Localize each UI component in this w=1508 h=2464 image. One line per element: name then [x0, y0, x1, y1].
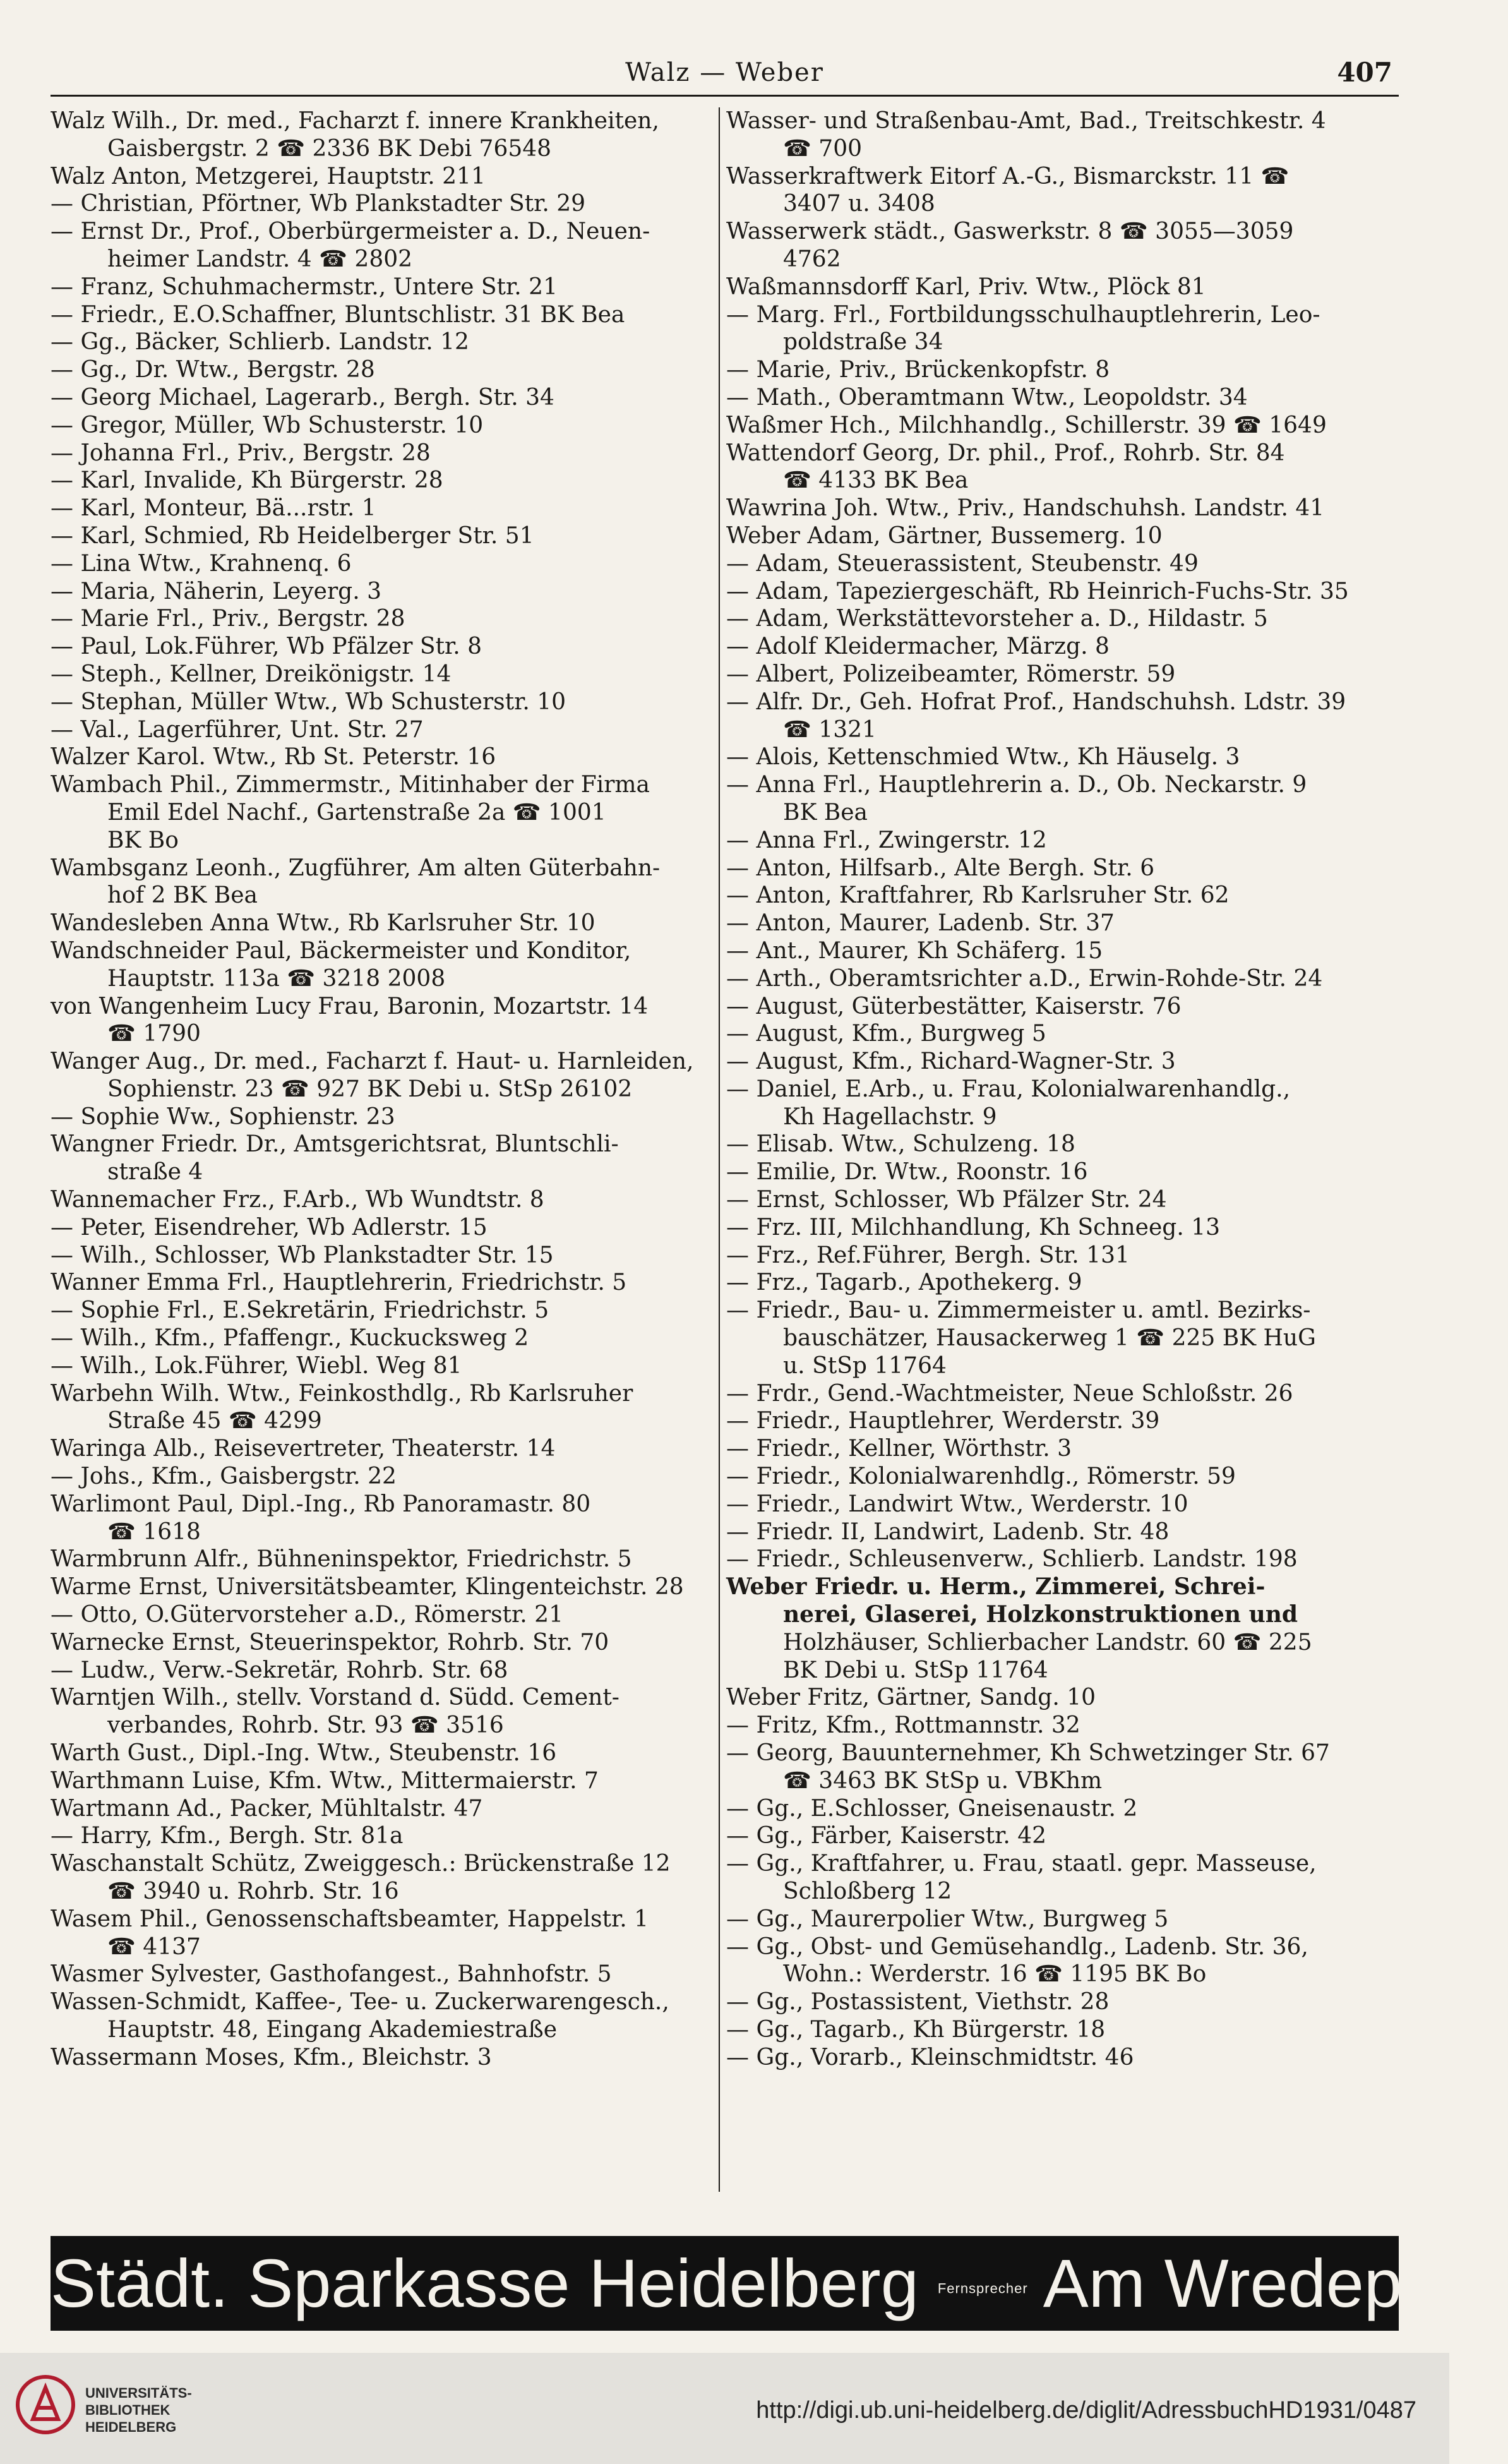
directory-entry-line: — Karl, Schmied, Rb Heidelberger Str. 51	[51, 522, 534, 549]
directory-entry-line: — Georg Michael, Lagerarb., Bergh. Str. 34	[51, 384, 554, 411]
directory-entry-line: Wassermann Moses, Kfm., Bleichstr. 3	[51, 2044, 492, 2070]
directory-entry-line: — Marg. Frl., Fortbildungsschulhauptlehrerin, Leo-	[726, 301, 1320, 328]
directory-entry-line: — Friedr., Kolonialwarenhdlg., Römerstr. 59	[726, 1463, 1236, 1490]
directory-entry-line: — Friedr., Kellner, Wörthstr. 3	[726, 1436, 1072, 1462]
directory-entry-line: — Friedr., Bau- u. Zimmermeister u. amtl. Bezirks-	[726, 1297, 1311, 1324]
directory-entry-line: Waschanstalt Schütz, Zweiggesch.: Brückenstraße 12	[51, 1851, 671, 1877]
directory-entry-line: — Maria, Näherin, Leyerg. 3	[51, 578, 381, 604]
directory-entry-line: — Frz. III, Milchhandlung, Kh Schneeg. 13	[726, 1214, 1221, 1241]
directory-entry-line: Schloßberg 12	[783, 1878, 952, 1904]
directory-entry-line: Wandesleben Anna Wtw., Rb Karlsruher Str. 10	[51, 910, 595, 937]
directory-entry-line: Hauptstr. 48, Eingang Akademiestraße	[107, 2016, 558, 2043]
directory-entry-line: poldstraße 34	[783, 329, 943, 356]
directory-entry-line: ☎ 4133 BK Bea	[783, 467, 969, 494]
directory-entry-line: — Franz, Schuhmachermstr., Untere Str. 21	[51, 273, 558, 300]
library-name-line: BIBLIOTHEK	[85, 2402, 171, 2418]
sparkasse-advertisement	[51, 2236, 1508, 2331]
directory-entry-line: Wohn.: Werderstr. 16 ☎ 1195 BK Bo	[783, 1961, 1207, 1988]
directory-entry-line: Waßmer Hch., Milchhandlg., Schillerstr. 39 ☎ 1649	[726, 412, 1327, 438]
directory-entry-line: — Albert, Polizeibeamter, Römerstr. 59	[726, 661, 1176, 687]
source-url-link[interactable]: http://digi.ub.uni-heidelberg.de/diglit/AdressbuchHD1931/0487	[756, 2397, 1416, 2424]
directory-entry-line: ☎ 3463 BK StSp u. VBKhm	[783, 1767, 1103, 1794]
directory-entry-line: — Gg., Bäcker, Schlierb. Landstr. 12	[51, 329, 469, 356]
directory-entry-line: — Sophie Ww., Sophienstr. 23	[51, 1103, 395, 1130]
directory-entry-line: Hauptstr. 113a ☎ 3218 2008	[107, 965, 446, 992]
directory-entry-line: — Wilh., Kfm., Pfaffengr., Kuckucksweg 2	[51, 1325, 529, 1352]
directory-entry-line: — Daniel, E.Arb., u. Frau, Kolonialwarenhandlg.,	[726, 1076, 1291, 1102]
directory-entry-line: — Anna Frl., Hauptlehrerin a. D., Ob. Neckarstr. 9	[726, 772, 1307, 798]
directory-entry-line: — Gg., Maurerpolier Wtw., Burgweg 5	[726, 1906, 1169, 1932]
directory-entry-line: — Lina Wtw., Krahnenq. 6	[51, 550, 352, 577]
ad-small-text: Fernsprecher	[937, 2280, 1028, 2297]
library-name-line: UNIVERSITÄTS-	[85, 2385, 192, 2401]
directory-entry-line: — Friedr., Hauptlehrer, Werderstr. 39	[726, 1408, 1160, 1434]
directory-entry-line: Warlimont Paul, Dipl.-Ing., Rb Panoramastr. 80	[51, 1491, 591, 1517]
directory-entry-line: nerei, Glaserei, Holzkonstruktionen und	[783, 1601, 1298, 1628]
page-header	[57, 52, 1392, 96]
directory-entry-line: Wasmer Sylvester, Gasthofangest., Bahnhofstr. 5	[51, 1961, 612, 1988]
directory-entry-line: — Math., Oberamtmann Wtw., Leopoldstr. 34	[726, 384, 1248, 411]
running-title: Walz — Weber	[625, 58, 824, 87]
directory-entry-line: — Stephan, Müller Wtw., Wb Schusterstr. 10	[51, 688, 566, 715]
directory-entry-line: Wanner Emma Frl., Hauptlehrerin, Friedrichstr. 5	[51, 1270, 627, 1296]
directory-entry-line: Gaisbergstr. 2 ☎ 2336 BK Debi 76548	[107, 135, 552, 162]
directory-entry-line: — Friedr. II, Landwirt, Ladenb. Str. 48	[726, 1518, 1170, 1545]
directory-entry-line: Holzhäuser, Schlierbacher Landstr. 60 ☎ 225	[783, 1629, 1312, 1656]
directory-entry-line: — Friedr., Landwirt Wtw., Werderstr. 10	[726, 1491, 1188, 1517]
directory-entry-line: — Karl, Monteur, Bä...rstr. 1	[51, 495, 376, 522]
directory-entry-line: Walzer Karol. Wtw., Rb St. Peterstr. 16	[51, 744, 496, 771]
directory-entry-line: Wasserkraftwerk Eitorf A.-G., Bismarckstr. 11 ☎	[726, 163, 1290, 189]
directory-entry-line: — Anton, Hilfsarb., Alte Bergh. Str. 6	[726, 855, 1155, 881]
directory-entry-line: — Johs., Kfm., Gaisbergstr. 22	[51, 1463, 397, 1490]
directory-entry-line: Warth Gust., Dipl.-Ing. Wtw., Steubenstr. 16	[51, 1740, 557, 1767]
directory-entry-line: straße 4	[107, 1159, 203, 1186]
directory-entry-line: — Gregor, Müller, Wb Schusterstr. 10	[51, 412, 484, 438]
library-name	[85, 2384, 192, 2436]
directory-entry-line: — Fritz, Kfm., Rottmannstr. 32	[726, 1712, 1080, 1739]
directory-entry-line: — Arth., Oberamtsrichter a.D., Erwin-Rohde-Str. 24	[726, 965, 1323, 992]
directory-entry-line: — Adam, Werkstättevorsteher a. D., Hildastr. 5	[726, 606, 1268, 632]
directory-entry-line: Kh Hagellachstr. 9	[783, 1103, 997, 1130]
directory-entry-line: Warntjen Wilh., stellv. Vorstand d. Südd. Cement-	[51, 1685, 619, 1711]
directory-entry-line: — Ernst, Schlosser, Wb Pfälzer Str. 24	[726, 1187, 1167, 1213]
right-column	[726, 107, 1402, 2072]
directory-entry-line: Wannemacher Frz., F.Arb., Wb Wundtstr. 8	[51, 1187, 544, 1213]
directory-entry-line: heimer Landstr. 4 ☎ 2802	[107, 246, 413, 272]
university-seal-icon	[14, 2370, 77, 2439]
directory-entry-line: — Ernst Dr., Prof., Oberbürgermeister a. D., Neuen-	[51, 219, 650, 245]
directory-entry-line: Weber Adam, Gärtner, Bussemerg. 10	[726, 522, 1163, 549]
directory-entry-line: Warthmann Luise, Kfm. Wtw., Mittermaierstr. 7	[51, 1767, 599, 1794]
directory-entry-line: Waringa Alb., Reisevertreter, Theaterstr. 14	[51, 1436, 556, 1462]
directory-entry-line: — Gg., Vorarb., Kleinschmidtstr. 46	[726, 2044, 1134, 2070]
directory-entry-line: — Georg, Bauunternehmer, Kh Schwetzinger Str. 67	[726, 1740, 1330, 1767]
directory-entry-line: — Sophie Frl., E.Sekretärin, Friedrichstr. 5	[51, 1297, 549, 1324]
library-name-line: HEIDELBERG	[85, 2419, 177, 2435]
directory-entry-line: bauschätzer, Hausackerweg 1 ☎ 225 BK HuG	[783, 1325, 1316, 1352]
directory-entry-line: Wandschneider Paul, Bäckermeister und Konditor,	[51, 937, 631, 964]
directory-entry-line: ☎ 700	[783, 135, 862, 162]
directory-entry-line: Wasem Phil., Genossenschaftsbeamter, Happelstr. 1	[51, 1906, 649, 1932]
directory-entry-line: — Anton, Kraftfahrer, Rb Karlsruher Str. 62	[726, 882, 1230, 909]
directory-entry-line: — Gg., Tagarb., Kh Bürgerstr. 18	[726, 2016, 1106, 2043]
directory-entry-line: — Alfr. Dr., Geh. Hofrat Prof., Handschuhsh. Ldstr. 39	[726, 688, 1346, 715]
directory-entry-line: Warme Ernst, Universitätsbeamter, Klingenteichstr. 28	[51, 1574, 684, 1601]
directory-entry-line: Wasserwerk städt., Gaswerkstr. 8 ☎ 3055—3059	[726, 219, 1294, 245]
directory-entry-line: u. StSp 11764	[783, 1352, 947, 1379]
directory-entry-line: — Gg., Dr. Wtw., Bergstr. 28	[51, 357, 375, 383]
directory-entry-line: Waßmannsdorff Karl, Priv. Wtw., Plöck 81	[726, 273, 1206, 300]
directory-entry-line: — August, Kfm., Burgweg 5	[726, 1021, 1046, 1047]
directory-entry-line: BK Bo	[107, 827, 179, 853]
directory-entry-line: — Elisab. Wtw., Schulzeng. 18	[726, 1131, 1075, 1158]
directory-entry-line: 3407 u. 3408	[783, 191, 935, 217]
directory-entry-line: Walz Wilh., Dr. med., Facharzt f. innere Krankheiten,	[51, 108, 659, 134]
directory-entry-line: Warmbrunn Alfr., Bühneninspektor, Friedrichstr. 5	[51, 1546, 632, 1573]
directory-entry-line: — Gg., Obst- und Gemüsehandlg., Ladenb. Str. 36,	[726, 1933, 1308, 1960]
directory-entry-line: — Anton, Maurer, Ladenb. Str. 37	[726, 910, 1115, 937]
directory-entry-line: — Christian, Pförtner, Wb Plankstadter Str. 29	[51, 191, 586, 217]
directory-entry-line: BK Bea	[783, 799, 868, 826]
directory-entry-line: — Frz., Ref.Führer, Bergh. Str. 131	[726, 1242, 1130, 1268]
directory-entry-line: — Gg., E.Schlosser, Gneisenaustr. 2	[726, 1795, 1138, 1822]
directory-entry-line: ☎ 1321	[783, 716, 877, 743]
directory-entry-line: — Marie Frl., Priv., Bergstr. 28	[51, 606, 405, 632]
directory-entry-line: hof 2 BK Bea	[107, 882, 258, 909]
directory-entry-line: Wangner Friedr. Dr., Amtsgerichtsrat, Bluntschli-	[51, 1131, 619, 1158]
directory-entry-line: — Adam, Tapeziergeschäft, Rb Heinrich-Fuchs-Str. 35	[726, 578, 1349, 604]
ad-left-text: Städt. Sparkasse Heidelberg	[51, 2245, 919, 2321]
directory-entry-line: — August, Güterbestätter, Kaiserstr. 76	[726, 993, 1182, 1019]
directory-entry-line: — Karl, Invalide, Kh Bürgerstr. 28	[51, 467, 443, 494]
directory-entry-line: Sophienstr. 23 ☎ 927 BK Debi u. StSp 26102	[107, 1076, 633, 1102]
directory-entry-line: Emil Edel Nachf., Gartenstraße 2a ☎ 1001	[107, 799, 606, 826]
directory-entry-line: ☎ 3940 u. Rohrb. Str. 16	[107, 1878, 399, 1904]
directory-entry-line: Warnecke Ernst, Steuerinspektor, Rohrb. Str. 70	[51, 1629, 609, 1656]
directory-entry-line: Wasser- und Straßenbau-Amt, Bad., Treitschkestr. 4	[726, 108, 1326, 134]
directory-entry-line: Wassen-Schmidt, Kaffee-, Tee- u. Zuckerwarengesch.,	[51, 1989, 669, 2016]
directory-entry-line: — Marie, Priv., Brückenkopfstr. 8	[726, 357, 1110, 383]
directory-entry-line: — Gg., Kraftfahrer, u. Frau, staatl. gepr. Masseuse,	[726, 1851, 1317, 1877]
directory-entry-line: — August, Kfm., Richard-Wagner-Str. 3	[726, 1049, 1176, 1075]
directory-entry-line: von Wangenheim Lucy Frau, Baronin, Mozartstr. 14	[51, 993, 649, 1019]
directory-entry-line: — Adolf Kleidermacher, Märzg. 8	[726, 634, 1110, 660]
directory-entry-line: — Paul, Lok.Führer, Wb Pfälzer Str. 8	[51, 634, 482, 660]
directory-entry-line: — Otto, O.Gütervorsteher a.D., Römerstr. 21	[51, 1602, 563, 1628]
directory-entry-line: — Gg., Färber, Kaiserstr. 42	[726, 1823, 1047, 1849]
directory-entry-line: BK Debi u. StSp 11764	[783, 1657, 1048, 1683]
directory-entry-line: — Val., Lagerführer, Unt. Str. 27	[51, 716, 424, 743]
directory-entry-line: — Harry, Kfm., Bergh. Str. 81a	[51, 1823, 404, 1849]
directory-entry-line: — Johanna Frl., Priv., Bergstr. 28	[51, 440, 431, 466]
directory-entry-line: — Steph., Kellner, Dreikönigstr. 14	[51, 661, 452, 687]
directory-entry-line: — Frz., Tagarb., Apothekerg. 9	[726, 1270, 1082, 1296]
directory-entry-line: — Alois, Kettenschmied Wtw., Kh Häuselg. 3	[726, 744, 1240, 771]
directory-entry-line: ☎ 4137	[107, 1933, 201, 1960]
column-divider	[719, 107, 720, 2192]
directory-entry-line: — Ludw., Verw.-Sekretär, Rohrb. Str. 68	[51, 1657, 508, 1683]
page-number: 407	[1337, 57, 1392, 88]
directory-entry-line: — Frdr., Gend.-Wachtmeister, Neue Schloßstr. 26	[726, 1380, 1293, 1407]
directory-entry-line: — Adam, Steuerassistent, Steubenstr. 49	[726, 550, 1199, 577]
directory-entry-line: Straße 45 ☎ 4299	[107, 1408, 322, 1434]
directory-entry-line: — Gg., Postassistent, Viethstr. 28	[726, 1989, 1110, 2016]
directory-entry-line: verbandes, Rohrb. Str. 93 ☎ 3516	[107, 1712, 504, 1739]
directory-entry-line: Wanger Aug., Dr. med., Facharzt f. Haut- u. Harnleiden,	[51, 1049, 694, 1075]
directory-entry-line: Wattendorf Georg, Dr. phil., Prof., Rohrb. Str. 84	[726, 440, 1285, 466]
directory-entry-line: Wartmann Ad., Packer, Mühltalstr. 47	[51, 1795, 483, 1822]
directory-entry-line: Wambsganz Leonh., Zugführer, Am alten Güterbahn-	[51, 855, 661, 881]
header-rule	[51, 95, 1399, 97]
directory-entry-line: Walz Anton, Metzgerei, Hauptstr. 211	[51, 163, 486, 189]
directory-entry-line: — Ant., Maurer, Kh Schäferg. 15	[726, 937, 1103, 964]
directory-entry-line: — Peter, Eisendreher, Wb Adlerstr. 15	[51, 1214, 488, 1241]
directory-entry-line: 4762	[783, 246, 841, 272]
directory-entry-line: — Friedr., Schleusenverw., Schlierb. Landstr. 198	[726, 1546, 1298, 1573]
left-column	[51, 107, 714, 2072]
directory-entry-line: Wambach Phil., Zimmermstr., Mitinhaber der Firma	[51, 772, 650, 798]
directory-entry-line: ☎ 1790	[107, 1021, 201, 1047]
directory-entry-line: ☎ 1618	[107, 1518, 201, 1545]
directory-entry-line: Weber Fritz, Gärtner, Sandg. 10	[726, 1685, 1096, 1711]
directory-entry-line: Warbehn Wilh. Wtw., Feinkosthdlg., Rb Karlsruher	[51, 1380, 633, 1407]
directory-entry-line: — Emilie, Dr. Wtw., Roonstr. 16	[726, 1159, 1088, 1186]
directory-entry-line: — Wilh., Schlosser, Wb Plankstadter Str. 15	[51, 1242, 554, 1268]
directory-entry-line: Wawrina Joh. Wtw., Priv., Handschuhsh. Landstr. 41	[726, 495, 1325, 522]
directory-entry-line: — Anna Frl., Zwingerstr. 12	[726, 827, 1047, 853]
directory-entry-line: Weber Friedr. u. Herm., Zimmerei, Schrei-	[726, 1573, 1266, 1601]
ad-right-text: Am Wredeplatz	[1043, 2245, 1508, 2321]
directory-entry-line: — Wilh., Lok.Führer, Wiebl. Weg 81	[51, 1352, 462, 1379]
directory-entry-line: — Friedr., E.O.Schaffner, Bluntschlistr. 31 BK Bea	[51, 301, 625, 328]
